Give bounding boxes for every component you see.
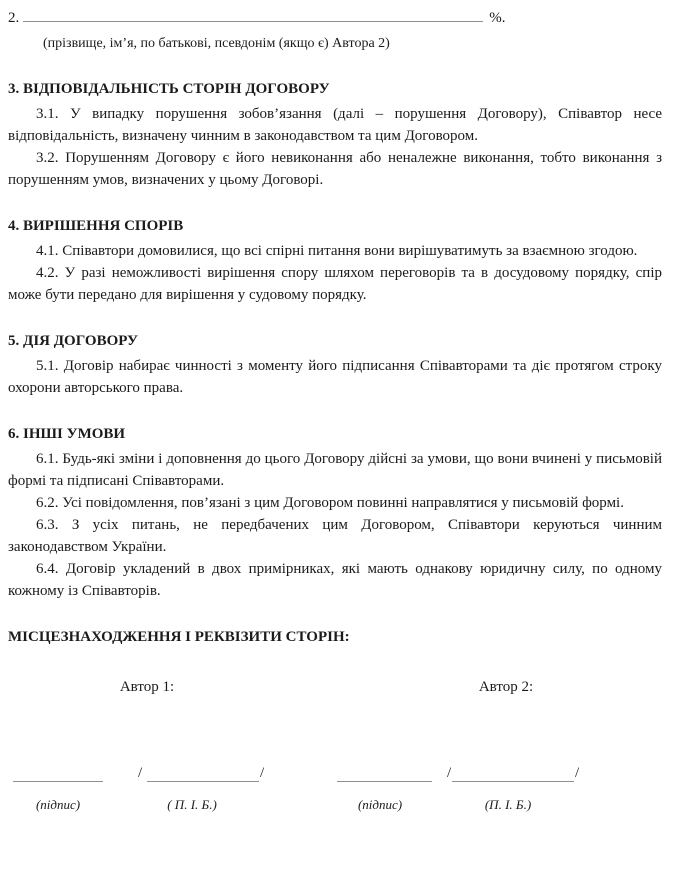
paragraph-3-1: 3.1. У випадку порушення зобов’язання (далі – порушення Договору), Співавтор несе відповідальність, визначену чинним в законодавством та цим Договором.	[8, 106, 662, 144]
author-1-signature-line	[13, 781, 103, 782]
author-2-sign-caption: (підпис)	[357, 797, 403, 812]
item-2-percent: %.	[489, 10, 506, 26]
author-1-name-close-slash: /	[260, 765, 265, 781]
signature-lines-row	[8, 764, 662, 786]
item-2-blank-line	[23, 6, 483, 22]
paragraph-6-3: 6.3. З усіх питань, не передбачених цим Договором, Співавтори керуються чинним законодавством України.	[8, 517, 662, 555]
section-5-heading: 5. ДІЯ ДОГОВОРУ	[8, 333, 139, 349]
paragraph-4-1: 4.1. Співавтори домовилися, що всі спірні питання вони вирішуватимуть за взаємною згодою.	[36, 243, 638, 259]
section-6-heading: 6. ІНШІ УМОВИ	[8, 426, 126, 442]
item-2-row	[8, 6, 662, 28]
paragraph-6-1: 6.1. Будь-які зміни і доповнення до цього Договору дійсні за умови, що вони вчинені у письмовій формі та підписані Співавторами.	[8, 451, 662, 489]
paragraph-4-2: 4.2. У разі неможливості вирішення спору шляхом переговорів та в досудовому порядку, спір може бути передано для вирішення у судовому порядку.	[8, 265, 662, 303]
authors-row	[8, 676, 662, 694]
author-2-fullname-caption: (П. І. Б.)	[484, 797, 532, 812]
author-2-name-line	[452, 781, 574, 782]
author-2-name-close-slash: /	[575, 765, 580, 781]
item-2-number: 2.	[8, 10, 20, 26]
paragraph-6-2: 6.2. Усі повідомлення, пов’язані з цим Договором повинні направлятися у письмовій формі.	[36, 495, 624, 511]
section-3-heading: 3. ВІДПОВІДАЛЬНІСТЬ СТОРІН ДОГОВОРУ	[8, 81, 330, 97]
author-1-name-line	[147, 781, 259, 782]
author-2-signature-line	[337, 781, 432, 782]
paragraph-6-4: 6.4. Договір укладений в двох примірниках, які мають однакову юридичну силу, по одному кожному із Співавторів.	[8, 561, 662, 599]
author-1-label: Автор 1:	[119, 679, 175, 695]
author-1-fullname-caption: ( П. І. Б.)	[167, 797, 217, 812]
author-2-label: Автор 2:	[478, 679, 534, 695]
signature-labels-row	[8, 794, 662, 812]
author-1-name-open-slash: /	[138, 765, 143, 781]
paragraph-3-2: 3.2. Порушенням Договору є його невиконання або неналежне виконання, тобто виконання з порушенням умов, визначених у цьому Договорі.	[8, 150, 662, 188]
requisites-heading: МІСЦЕЗНАХОДЖЕННЯ І РЕКВІЗИТИ СТОРІН:	[8, 629, 350, 645]
item-2-caption: (прізвище, ім’я, по батькові, псевдонім (якщо є) Автора 2)	[43, 36, 390, 51]
section-4-heading: 4. ВИРІШЕННЯ СПОРІВ	[8, 218, 184, 234]
paragraph-5-1: 5.1. Договір набирає чинності з моменту його підписання Співавторами та діє протягом строку охорони авторського права.	[8, 358, 662, 396]
author-1-sign-caption: (підпис)	[35, 797, 81, 812]
author-2-name-open-slash: /	[447, 765, 452, 781]
